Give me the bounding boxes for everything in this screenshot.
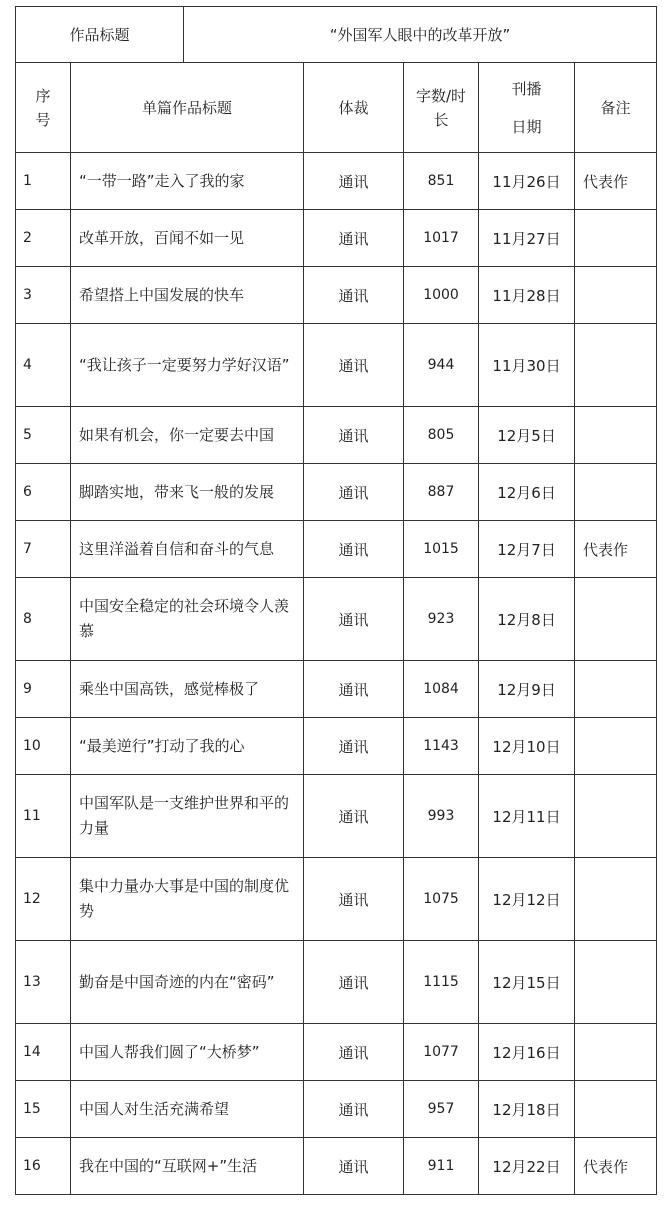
row-genre: 通讯 [304,718,404,775]
row-title: “一带一路”走入了我的家 [71,153,304,210]
table-row [16,1081,657,1138]
row-title: “我让孩子一定要努力学好汉语” [71,324,304,407]
row-words: 1077 [404,1024,479,1081]
row-note [575,1081,657,1138]
table-row [16,578,657,661]
row-genre: 通讯 [304,775,404,858]
row-words: 851 [404,153,479,210]
row-title: 中国军队是一支维护世界和平的力量 [71,775,304,858]
row-date: 12月5日 [479,407,575,464]
row-date: 12月10日 [479,718,575,775]
row-seq: 6 [16,464,71,521]
row-title: 希望搭上中国发展的快车 [71,267,304,324]
row-note [575,775,657,858]
row-title: 中国人对生活充满希望 [71,1081,304,1138]
row-note [575,578,657,661]
row-note: 代表作 [575,521,657,578]
work-title-label: 作品标题 [16,7,184,63]
row-words: 1115 [404,941,479,1024]
row-words: 944 [404,324,479,407]
row-seq: 7 [16,521,71,578]
row-words: 805 [404,407,479,464]
row-seq: 2 [16,210,71,267]
row-title: 集中力量办大事是中国的制度优势 [71,858,304,941]
row-date: 12月11日 [479,775,575,858]
table-row [16,464,657,521]
row-note [575,464,657,521]
row-seq: 15 [16,1081,71,1138]
header-row [16,63,657,153]
row-words: 923 [404,578,479,661]
header-seq-line1: 序 [35,86,51,105]
table-row [16,775,657,858]
row-title: 中国人帮我们圆了“大桥梦” [71,1024,304,1081]
row-genre: 通讯 [304,661,404,718]
table-row [16,407,657,464]
table-row [16,153,657,210]
row-genre: 通讯 [304,267,404,324]
row-date: 12月15日 [479,941,575,1024]
table-row [16,267,657,324]
row-seq: 11 [16,775,71,858]
row-seq: 13 [16,941,71,1024]
table-row [16,521,657,578]
row-genre: 通讯 [304,324,404,407]
row-note [575,210,657,267]
header-words-line2: 长 [433,110,449,129]
row-note [575,324,657,407]
row-date: 12月6日 [479,464,575,521]
row-words: 1075 [404,858,479,941]
table-row [16,1138,657,1195]
table-row [16,858,657,941]
row-title: 这里洋溢着自信和奋斗的气息 [71,521,304,578]
row-note [575,267,657,324]
row-seq: 16 [16,1138,71,1195]
table-row [16,941,657,1024]
row-date: 12月7日 [479,521,575,578]
row-title: 乘坐中国高铁，感觉棒极了 [71,661,304,718]
row-genre: 通讯 [304,153,404,210]
row-genre: 通讯 [304,1024,404,1081]
row-genre: 通讯 [304,578,404,661]
row-seq: 9 [16,661,71,718]
row-date: 11月30日 [479,324,575,407]
table-row [16,718,657,775]
row-date: 11月26日 [479,153,575,210]
works-table [15,6,657,1195]
row-genre: 通讯 [304,210,404,267]
header-date-line1: 刊播 [511,79,542,98]
header-seq [16,63,71,153]
row-date: 11月27日 [479,210,575,267]
header-note: 备注 [575,63,657,153]
row-seq: 14 [16,1024,71,1081]
row-note: 代表作 [575,1138,657,1195]
row-date: 12月12日 [479,858,575,941]
row-seq: 12 [16,858,71,941]
row-date: 12月8日 [479,578,575,661]
work-title-row [16,7,657,63]
row-seq: 3 [16,267,71,324]
row-words: 1015 [404,521,479,578]
row-note [575,661,657,718]
row-title: 中国安全稳定的社会环境令人羡慕 [71,578,304,661]
row-words: 911 [404,1138,479,1195]
row-seq: 1 [16,153,71,210]
header-words [404,63,479,153]
row-genre: 通讯 [304,1138,404,1195]
row-note [575,407,657,464]
row-date: 12月9日 [479,661,575,718]
row-title: 我在中国的“互联网+”生活 [71,1138,304,1195]
row-words: 957 [404,1081,479,1138]
header-words-line1: 字数/时 [415,86,467,105]
row-title: 改革开放，百闻不如一见 [71,210,304,267]
row-seq: 4 [16,324,71,407]
table-row [16,1024,657,1081]
row-date: 11月28日 [479,267,575,324]
row-title: 如果有机会，你一定要去中国 [71,407,304,464]
row-note [575,1024,657,1081]
row-date: 12月16日 [479,1024,575,1081]
row-genre: 通讯 [304,521,404,578]
row-words: 1084 [404,661,479,718]
row-genre: 通讯 [304,1081,404,1138]
table-row [16,210,657,267]
row-note [575,718,657,775]
header-date-line2: 日期 [511,117,542,136]
header-seq-line2: 号 [35,110,51,129]
row-note: 代表作 [575,153,657,210]
header-title: 单篇作品标题 [71,63,304,153]
table-row [16,324,657,407]
row-seq: 10 [16,718,71,775]
row-seq: 8 [16,578,71,661]
row-seq: 5 [16,407,71,464]
row-genre: 通讯 [304,858,404,941]
row-title: 脚踏实地，带来飞一般的发展 [71,464,304,521]
row-genre: 通讯 [304,407,404,464]
row-genre: 通讯 [304,464,404,521]
table-row [16,661,657,718]
row-words: 1017 [404,210,479,267]
row-genre: 通讯 [304,941,404,1024]
row-words: 887 [404,464,479,521]
row-words: 1000 [404,267,479,324]
row-note [575,941,657,1024]
row-title: “最美逆行”打动了我的心 [71,718,304,775]
work-title-value: “外国军人眼中的改革开放” [184,7,657,63]
row-date: 12月22日 [479,1138,575,1195]
row-words: 1143 [404,718,479,775]
row-note [575,858,657,941]
header-genre: 体裁 [304,63,404,153]
row-title: 勤奋是中国奇迹的内在“密码” [71,941,304,1024]
row-date: 12月18日 [479,1081,575,1138]
row-words: 993 [404,775,479,858]
header-date [479,63,575,153]
